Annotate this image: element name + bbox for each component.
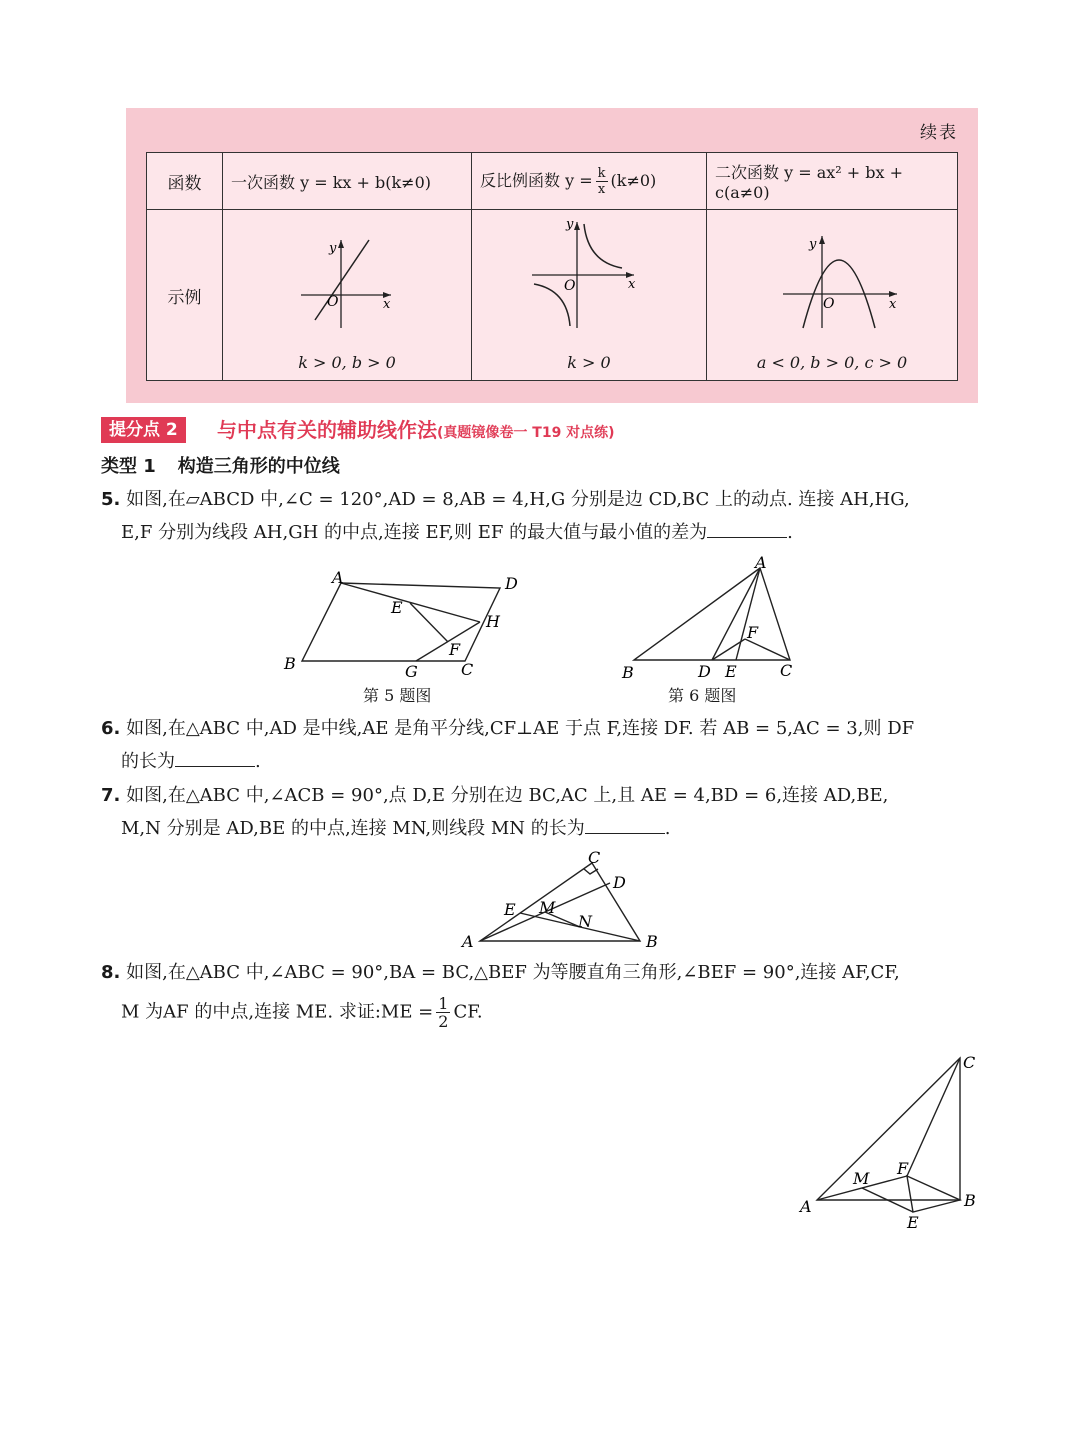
label-c: C [780,661,793,680]
question-text: M,N 分别是 AD,BE 的中点,连接 MN,则线段 MN 的长为 [121,818,585,839]
segment-ef [410,603,448,642]
label-e: E [725,662,737,681]
label-d: D [698,662,711,681]
label-f: F [897,1159,909,1178]
question-text: 如图,在△ABC 中,AD 是中线,AE 是角平分线,CF⊥AE 于点 F,连接 DF. 若 AB = 5,AC = 3,则 DF [126,718,915,739]
header-inverse-fraction [596,166,608,197]
keypoint-title-text: 与中点有关的辅助线作法 [217,418,437,442]
segment-cf [745,639,790,660]
condition-inverse: k > 0 [567,353,611,372]
question-text: 的长为 [121,751,175,772]
label-m: M [853,1169,870,1188]
header-inverse-suffix: (k≠0) [610,170,657,190]
row-head-function: 函数 [147,153,223,210]
segment-ad [712,568,760,660]
header-inverse [472,153,707,210]
question-number: 5. [101,489,121,510]
function-table [146,152,958,381]
header-quadratic: 二次函数 y = ax² + bx + c(a≠0) [707,153,958,210]
label-b: B [284,654,296,673]
question-text: 如图,在△ABC 中,∠ACB = 90°,点 D,E 分别在边 BC,AC 上,且 AE = 4,BD = 6,连接 AD,BE, [126,785,889,806]
figure-7 [458,845,668,955]
segment-cf [907,1058,960,1176]
x-label: x [628,277,636,292]
y-label: y [566,217,574,232]
keypoint-badge: 提分点 2 [101,417,186,443]
label-n: N [578,912,592,931]
segment-ah [341,583,480,622]
y-arrow [819,236,825,244]
label-d: D [505,574,518,593]
origin-label: O [327,294,339,310]
label-a: A [800,1197,812,1216]
question-5 [101,483,981,549]
question-text: M 为AF 的中点,连接 ME. 求证:ME = [121,1001,434,1023]
condition-linear: k > 0, b > 0 [298,353,396,372]
triangle-abc [817,1058,960,1200]
question-5-line-1 [101,483,981,516]
type-label: 类型 1 [101,456,156,477]
question-6 [101,712,981,778]
answer-blank[interactable] [585,815,665,834]
question-number: 8. [101,962,121,983]
question-number: 7. [101,785,121,806]
label-a: A [332,568,344,587]
label-b: B [646,932,658,951]
label-e: E [504,900,516,919]
question-text: E,F 分别为线段 AH,GH 的中点,连接 EF,则 EF 的最大值与最小值的差为 [121,522,708,543]
question-6-line-1 [101,712,981,745]
continued-label: 续表 [920,123,958,143]
figure-6 [612,552,812,682]
figure-5-caption: 第 5 题图 [363,686,432,705]
keypoint-title [217,417,615,446]
label-e: E [907,1213,919,1232]
figure-5 [278,565,538,690]
parallelogram-abcd [302,583,500,661]
y-label: y [329,241,337,256]
function-table-panel [126,108,978,403]
frac-num: k [597,165,606,181]
right-angle-mark [584,869,598,874]
label-f: F [449,640,461,659]
frac-num: 1 [438,994,449,1013]
origin-label: O [823,296,835,312]
y-arrow [338,240,344,248]
type-title: 构造三角形的中位线 [177,456,340,477]
figure-8 [795,1048,985,1238]
header-inverse-prefix: 反比例函数 y = [480,170,593,190]
question-8-line-2 [101,995,981,1030]
origin-label: O [564,278,576,294]
header-linear: 一次函数 y = kx + b(k≠0) [223,153,472,210]
label-m: M [539,898,556,917]
segment-ae [736,568,760,660]
label-b: B [964,1191,976,1210]
graph-linear-cell [223,210,472,381]
label-h: H [486,612,500,631]
question-7-line-1 [101,779,981,812]
question-5-line-2: E,F 分别为线段 AH,GH 的中点,连接 EF,则 EF 的最大值与最小值的差为 . [101,516,981,549]
x-label: x [889,297,897,312]
label-f: F [747,623,759,642]
question-8 [101,956,981,1030]
question-text: 如图,在▱ABCD 中,∠C = 120°,AD = 8,AB = 4,H,G 分别是边 CD,BC 上的动点. 连接 AH,HG, [126,489,910,510]
keypoint-note: (真题镜像卷一 T19 对点练) [437,425,615,441]
frac-den: 2 [438,1012,449,1031]
label-e: E [391,598,403,617]
label-c: C [461,660,474,679]
question-text: 如图,在△ABC 中,∠ABC = 90°,BA = BC,△BEF 为等腰直角三角形,∠BEF = 90°,连接 AF,CF, [126,962,900,983]
label-c: C [963,1053,976,1072]
label-a: A [462,932,474,951]
graph-quadratic-cell [707,210,958,381]
label-a: A [755,553,767,572]
question-6-line-2: 的长为 . [101,745,981,778]
question-7-line-2: M,N 分别是 AD,BE 的中点,连接 MN,则线段 MN 的长为 . [101,812,981,845]
question-text: CF. [453,1001,483,1023]
linear-line [315,240,369,320]
question-7 [101,779,981,845]
fraction-one-half [436,995,450,1030]
type-heading [101,452,340,478]
condition-quadratic: a < 0, b > 0, c > 0 [756,353,908,372]
triangle-bef [907,1176,960,1212]
frac-den: x [597,181,606,197]
label-b: B [622,663,634,682]
question-8-line-1 [101,956,981,989]
x-label: x [383,297,391,312]
row-head-example: 示例 [147,210,223,381]
label-g: G [405,662,418,681]
label-c: C [588,848,601,867]
label-d: D [613,873,626,892]
question-number: 6. [101,718,121,739]
answer-blank[interactable] [175,748,255,767]
graph-inverse-cell [472,210,707,381]
hyperbola-branch-1 [584,224,622,268]
figure-6-caption: 第 6 题图 [668,686,737,705]
triangle-abc [634,568,790,660]
y-label: y [809,237,817,252]
y-arrow [574,222,580,230]
answer-blank[interactable] [707,519,787,538]
